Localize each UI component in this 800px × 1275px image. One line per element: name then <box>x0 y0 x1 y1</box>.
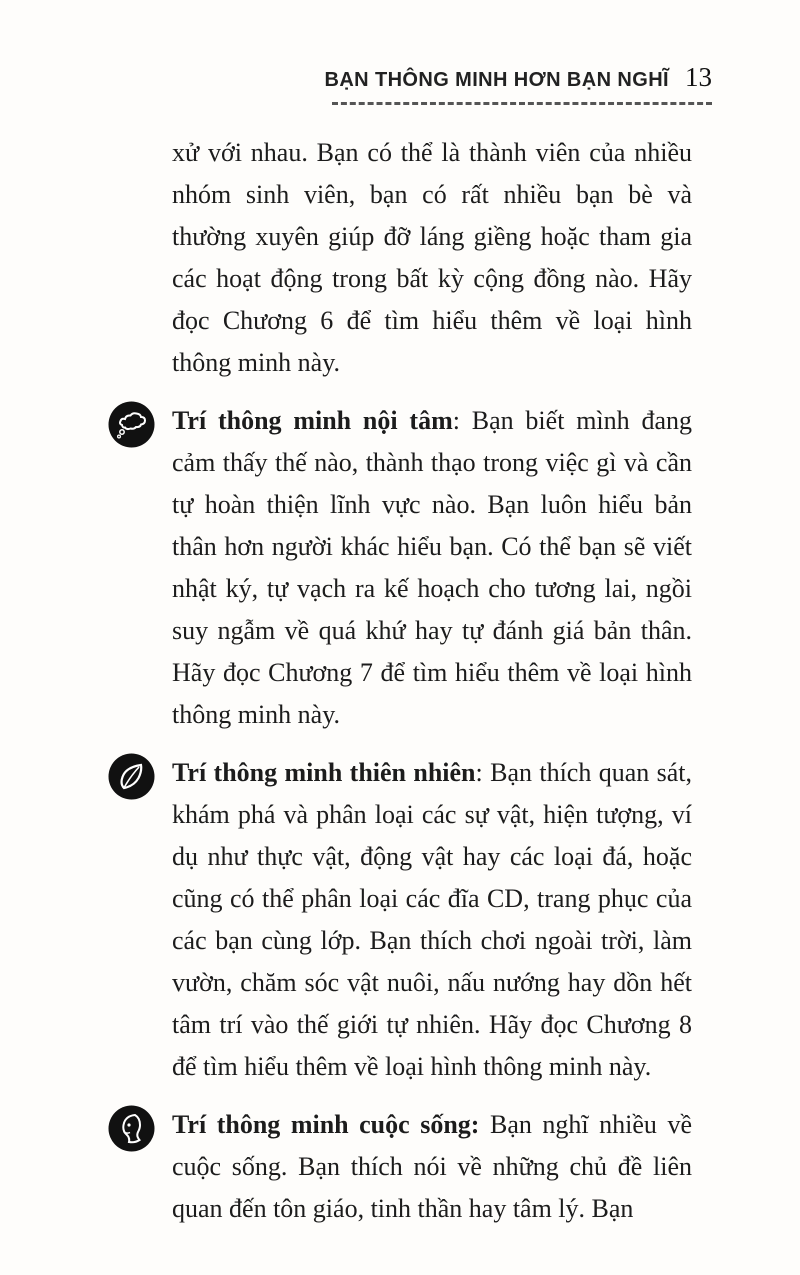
list-item-existential <box>172 1104 692 1230</box>
page-content <box>172 132 692 1246</box>
item-title: Trí thông minh thiên nhiên <box>172 758 476 787</box>
leaf-icon <box>108 753 155 800</box>
item-body: Bạn nghĩ nhiều về cuộc sống. Bạn thích nói về những chủ đề liên quan đến tôn giáo, tinh thần hay tâm lý. Bạn <box>172 1110 692 1223</box>
page-header <box>324 62 712 105</box>
item-body: : Bạn biết mình đang cảm thấy thế nào, thành thạo trong việc gì và cần tự hoàn thiện lĩnh vực nào. Bạn luôn hiểu bản thân hơn người khác hiểu bạn. Có thể bạn sẽ viết nhật ký, tự vạch ra kế hoạch cho tương lai, ngồi suy ngẫm về quá khứ hay tự đánh giá bản thân. Hãy đọc Chương 7 để tìm hiểu thêm về loại hình thông minh này. <box>172 406 692 729</box>
intro-paragraph: xử với nhau. Bạn có thể là thành viên của nhiều nhóm sinh viên, bạn có rất nhiều bạn bè và thường xuyên giúp đỡ láng giềng hoặc tham gia các hoạt động trong bất kỳ cộng đồng nào. Hãy đọc Chương 6 để tìm hiểu thêm về loại hình thông minh này. <box>172 138 692 377</box>
list-item-naturalist <box>172 752 692 1088</box>
running-head-title: BẠN THÔNG MINH HƠN BẠN NGHĨ <box>324 69 669 91</box>
page-number: 13 <box>685 62 712 92</box>
thought-cloud-icon <box>108 401 155 448</box>
item-body: : Bạn thích quan sát, khám phá và phân loại các sự vật, hiện tượng, ví dụ như thực vật, động vật hay các loại đá, hoặc cũng có thể phân loại các đĩa CD, trang phục của các bạn cùng lớp. Bạn thích chơi ngoài trời, làm vườn, chăm sóc vật nuôi, nấu nướng hay dồn hết tâm trí vào thế giới tự nhiên. Hãy đọc Chương 8 để tìm hiểu thêm về loại hình thông minh này. <box>172 758 692 1081</box>
item-title: Trí thông minh nội tâm <box>172 406 453 435</box>
item-title: Trí thông minh cuộc sống: <box>172 1110 480 1139</box>
face-icon <box>108 1105 155 1152</box>
list-item-intrapersonal <box>172 400 692 736</box>
dashed-rule <box>332 102 712 105</box>
